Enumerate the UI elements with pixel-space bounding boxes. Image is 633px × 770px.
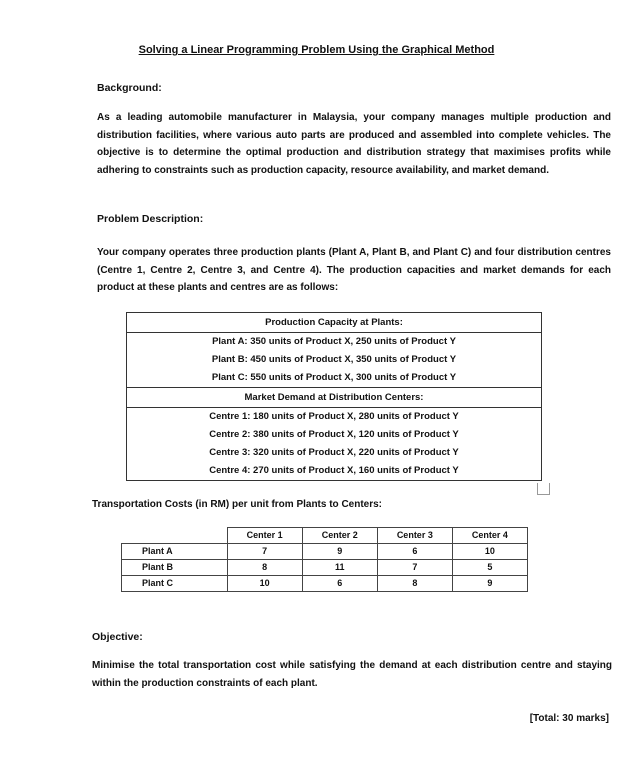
centre-demand-row: Centre 1: 180 units of Product X, 280 units of Product Y (127, 408, 542, 427)
plant-capacity-row: Plant B: 450 units of Product X, 350 units of Product Y (127, 351, 542, 369)
column-header: Center 3 (377, 528, 452, 544)
cost-cell: 5 (452, 560, 527, 576)
plant-capacity-row: Plant A: 350 units of Product X, 250 units of Product Y (127, 333, 542, 352)
plant-capacity-row: Plant C: 550 units of Product X, 300 units of Product Y (127, 369, 542, 388)
cost-cell: 6 (377, 544, 452, 560)
row-label: Plant A (122, 544, 228, 560)
row-label: Plant C (122, 576, 228, 592)
cost-cell: 7 (377, 560, 452, 576)
column-header: Center 2 (302, 528, 377, 544)
cost-cell: 9 (452, 576, 527, 592)
cost-cell: 10 (452, 544, 527, 560)
production-capacity-header: Production Capacity at Plants: (127, 313, 542, 333)
row-label: Plant B (122, 560, 228, 576)
background-paragraph: As a leading automobile manufacturer in Malaysia, your company manages multiple production and distribution facilities, where various auto parts are produced and assembled into complete vehicles. The objective is to determine the optimal production and distribution strategy that maximises profits while adhering to constraints such as production capacity, resource availability, and market demand. (97, 112, 611, 176)
cost-cell: 10 (227, 576, 302, 592)
cost-cell: 7 (227, 544, 302, 560)
centre-demand-row: Centre 3: 320 units of Product X, 220 units of Product Y (127, 444, 542, 462)
empty-corner-cell (122, 528, 228, 544)
cost-row (122, 544, 528, 560)
background-heading: Background: (97, 82, 162, 94)
document-title: Solving a Linear Programming Problem Using the Graphical Method (138, 44, 495, 56)
column-header: Center 4 (452, 528, 527, 544)
centre-demand-row: Centre 4: 270 units of Product X, 160 units of Product Y (127, 462, 542, 481)
problem-paragraph: Your company operates three production plants (Plant A, Plant B, and Plant C) and four distribution centres (Centre 1, Centre 2, Centre 3, and Centre 4). The production capacities and market demands for each product at these plants and centres are as follows: (97, 247, 611, 293)
cost-row (122, 576, 528, 592)
centre-demand-row: Centre 2: 380 units of Product X, 120 units of Product Y (127, 426, 542, 444)
market-demand-header: Market Demand at Distribution Centers: (127, 388, 542, 408)
transport-costs-label: Transportation Costs (in RM) per unit from Plants to Centers: (92, 499, 383, 510)
transport-cost-table (121, 527, 528, 592)
cost-cell: 9 (302, 544, 377, 560)
objective-paragraph: Minimise the total transportation cost while satisfying the demand at each distribution centre and staying within the production constraints of each plant. (92, 660, 612, 689)
capacity-demand-table (126, 312, 542, 481)
objective-heading: Objective: (92, 631, 143, 643)
total-marks: [Total: 30 marks] (529, 713, 609, 724)
cost-cell: 6 (302, 576, 377, 592)
cost-row (122, 560, 528, 576)
cost-cell: 8 (227, 560, 302, 576)
cost-header-row (122, 528, 528, 544)
column-header: Center 1 (227, 528, 302, 544)
cost-cell: 8 (377, 576, 452, 592)
cost-cell: 11 (302, 560, 377, 576)
problem-heading: Problem Description: (97, 213, 204, 225)
checkbox-icon (537, 483, 550, 495)
